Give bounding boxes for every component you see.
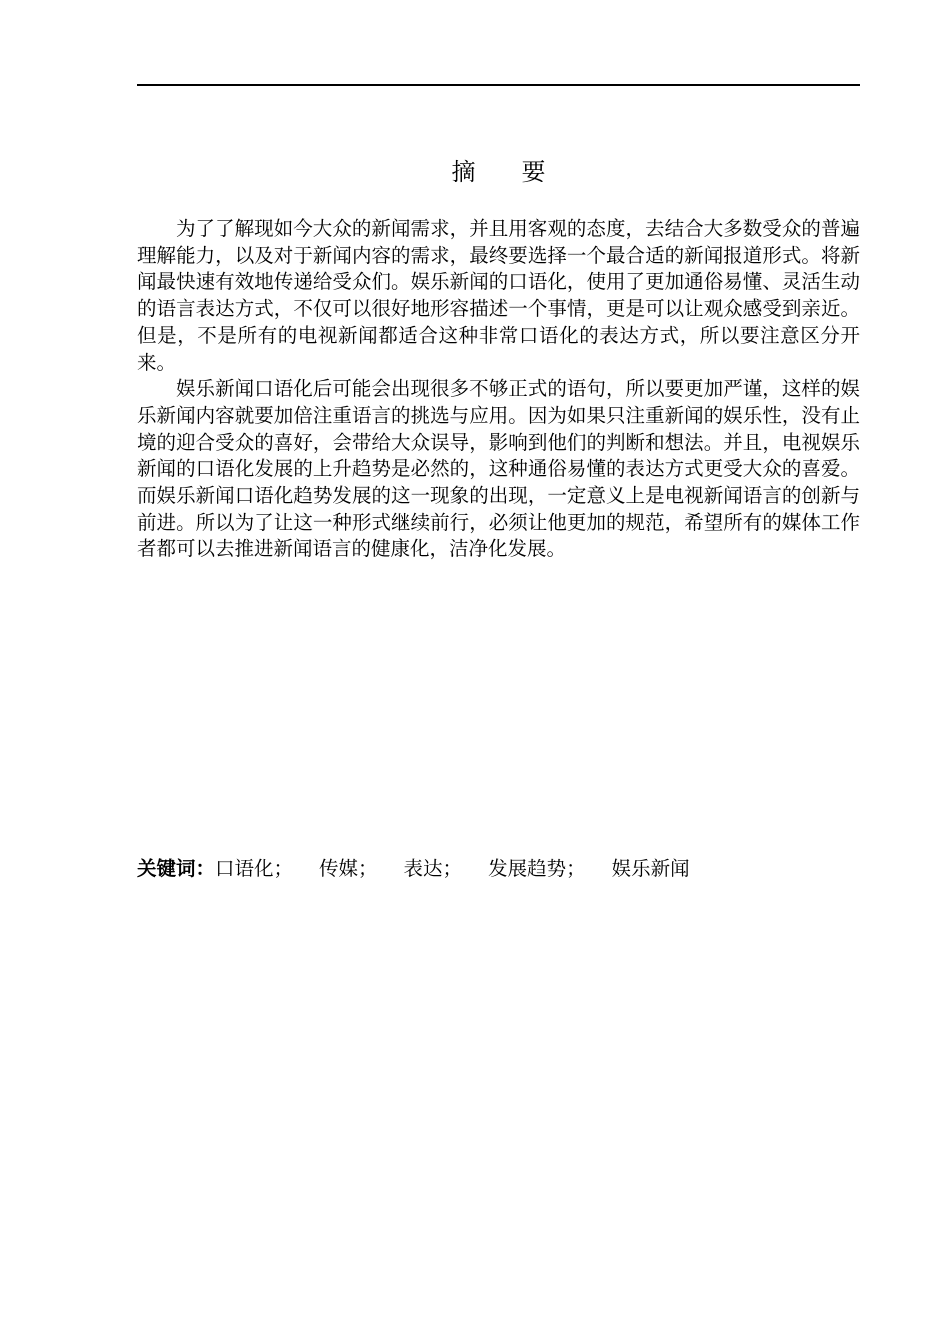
keywords-line xyxy=(137,856,860,882)
abstract-body xyxy=(137,216,860,563)
header-rule xyxy=(137,84,860,86)
keywords-label: 关键词： xyxy=(137,857,216,880)
abstract-title xyxy=(137,152,860,187)
keyword-item: 娱乐新闻 xyxy=(611,857,690,880)
abstract-title-char-2: 要 xyxy=(521,158,546,186)
keyword-item: 表达； xyxy=(403,857,463,880)
keyword-item: 口语化； xyxy=(215,857,294,880)
keyword-item: 发展趋势； xyxy=(488,857,586,880)
abstract-paragraph-1: 为了了解现如今大众的新闻需求，并且用客观的态度，去结合大多数受众的普遍理解能力，以及对于新闻内容的需求，最终要选择一个最合适的新闻报道形式。将新闻最快速有效地传递给受众们。娱乐新闻的口语化，使用了更加通俗易懂、灵活生动的语言表达方式，不仅可以很好地形容描述一个事情，更是可以让观众感受到亲近。但是，不是所有的电视新闻都适合这种非常口语化的表达方式，所以要注意区分开来。 xyxy=(137,217,860,374)
abstract-title-char-1: 摘 xyxy=(451,158,476,186)
keyword-item: 传媒； xyxy=(319,857,378,880)
abstract-paragraph-2: 娱乐新闻口语化后可能会出现很多不够正式的语句，所以要更加严谨，这样的娱乐新闻内容就要加倍注重语言的挑选与应用。因为如果只注重新闻的娱乐性，没有止境的迎合受众的喜好，会带给大众误导，影响到他们的判断和想法。并且，电视娱乐新闻的口语化发展的上升趋势是必然的，这种通俗易懂的表达方式更受大众的喜爱。而娱乐新闻口语化趋势发展的这一现象的出现，一定意义上是电视新闻语言的创新与前进。所以为了让这一种形式继续前行，必须让他更加的规范，希望所有的媒体工作者都可以去推进新闻语言的健康化，洁净化发展。 xyxy=(137,377,860,561)
